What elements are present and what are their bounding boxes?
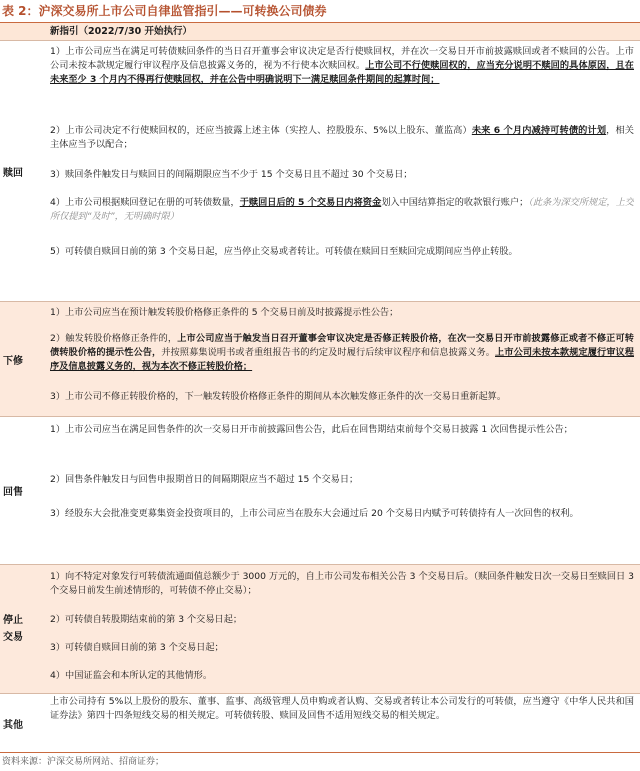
section-trading-halt (0, 564, 640, 693)
list-item: 上市公司持有 5%以上股份的股东、董事、监事、高级管理人员申购或者认购、交易或者转让本公司发行的可转债，应当遵守《中华人民共和国证券法》第四十四条短线交易的相关规定。可转债转股、赎回及回售不适用短线交易的相关规定。 (50, 696, 634, 721)
list-item: 2）上市公司决定不行使赎回权的，还应当披露上述主体（实控人、控股股东、5%以上股东、董监高）未来 6 个月内减持可转债的计划，相关主体应当予以配合； (50, 125, 634, 150)
section-label: 回售 (3, 487, 23, 498)
section-redemption (0, 40, 640, 301)
table-header (0, 23, 640, 40)
list-item: 3）可转债自赎回日前的第 3 个交易日起； (50, 642, 224, 653)
section-label: 下修 (3, 355, 23, 367)
list-item: 1）上市公司应当在满足回售条件的次一交易日开市前披露回售公告，此后在回售期结束前每个交易日披露 1 次回售提示性公告； (50, 424, 573, 435)
section-price-revision (0, 301, 640, 416)
section-label: 赎回 (3, 167, 23, 179)
list-item: 4）中国证监会和本所认定的其他情形。 (50, 670, 213, 681)
list-item: 2）可转债自转股期结束前的第 3 个交易日起； (50, 614, 243, 625)
list-item: 3）经股东大会批准变更募集资金投资项目的，上市公司应当在股东大会通过后 20 个交易日内赋予可转债持有人一次回售的权利。 (50, 508, 579, 519)
column-header: 新指引（2022/7/30 开始执行） (50, 26, 193, 37)
section-label: 其他 (3, 719, 23, 731)
list-item: 1）上市公司应当在满足可转债赎回条件的当日召开董事会审议决定是否行使赎回权，并在次一交易日开市前披露赎回或者不赎回的公告。上市公司未按本款规定履行审议程序及信息披露义务的，视为不行使本次赎回权。上市公司不行使赎回权的，应当充分说明不赎回的具体原因，且在未来至少 3 个月内不得再行使赎回权，并在公告中明确说明下一满足赎回条件期间的起算时间； (50, 46, 634, 85)
list-item: 2）触发转股价格修正条件的，上市公司应当于触发当日召开董事会审议决定是否修正转股价格，在次一交易日开市前披露修正或者不修正可转债转股价格的提示性公告，并按照募集说明书或者重组报告书的约定及时履行后续审议程序和信息披露义务。上市公司未按本款规定履行审议程序及信息披露义务的，视为本次不修正转股价格； (50, 333, 634, 372)
table-title: 表 2：沪深交易所上市公司自律监管指引——可转换公司债券 (0, 0, 640, 23)
regulation-table (0, 23, 640, 752)
list-item: 3）赎回条件触发日与赎回日的间隔期限应当不少于 15 个交易日且不超过 30 个交易日； (50, 169, 413, 180)
list-item: 4）上市公司根据赎回登记在册的可转债数量，于赎回日后的 5 个交易日内将资金划入中国结算指定的收款银行账户；（此条为深交所规定，上交所仅提到“及时”，无明确时限） (50, 197, 634, 222)
list-item: 2）回售条件触发日与回售申报期首日的间隔期限应当不超过 15 个交易日； (50, 474, 359, 485)
section-label: 停止 交易 (3, 615, 23, 643)
list-item: 1）向不特定对象发行可转债流通面值总额少于 3000 万元的，自上市公司发布相关公告 3 个交易日后。（赎回条件触发日次一交易日至赎回日 3 个交易日前发生前述情形的，可转债不停止交易）； (50, 571, 634, 596)
section-other (0, 693, 640, 752)
list-item: 5）可转债自赎回日前的第 3 个交易日起，应当停止交易或者转让。可转债在赎回日至赎回完成期间应当停止转股。 (50, 246, 518, 257)
source-note: 资料来源：沪深交易所网站、招商证券； (0, 752, 640, 771)
list-item: 3）上市公司不修正转股价格的，下一触发转股价格修正条件的期间从本次触发修正条件的次一交易日重新起算。 (50, 391, 507, 402)
section-putback (0, 416, 640, 564)
list-item: 1）上市公司应当在预计触发转股价格修正条件的 5 个交易日前及时披露提示性公告； (50, 307, 399, 318)
